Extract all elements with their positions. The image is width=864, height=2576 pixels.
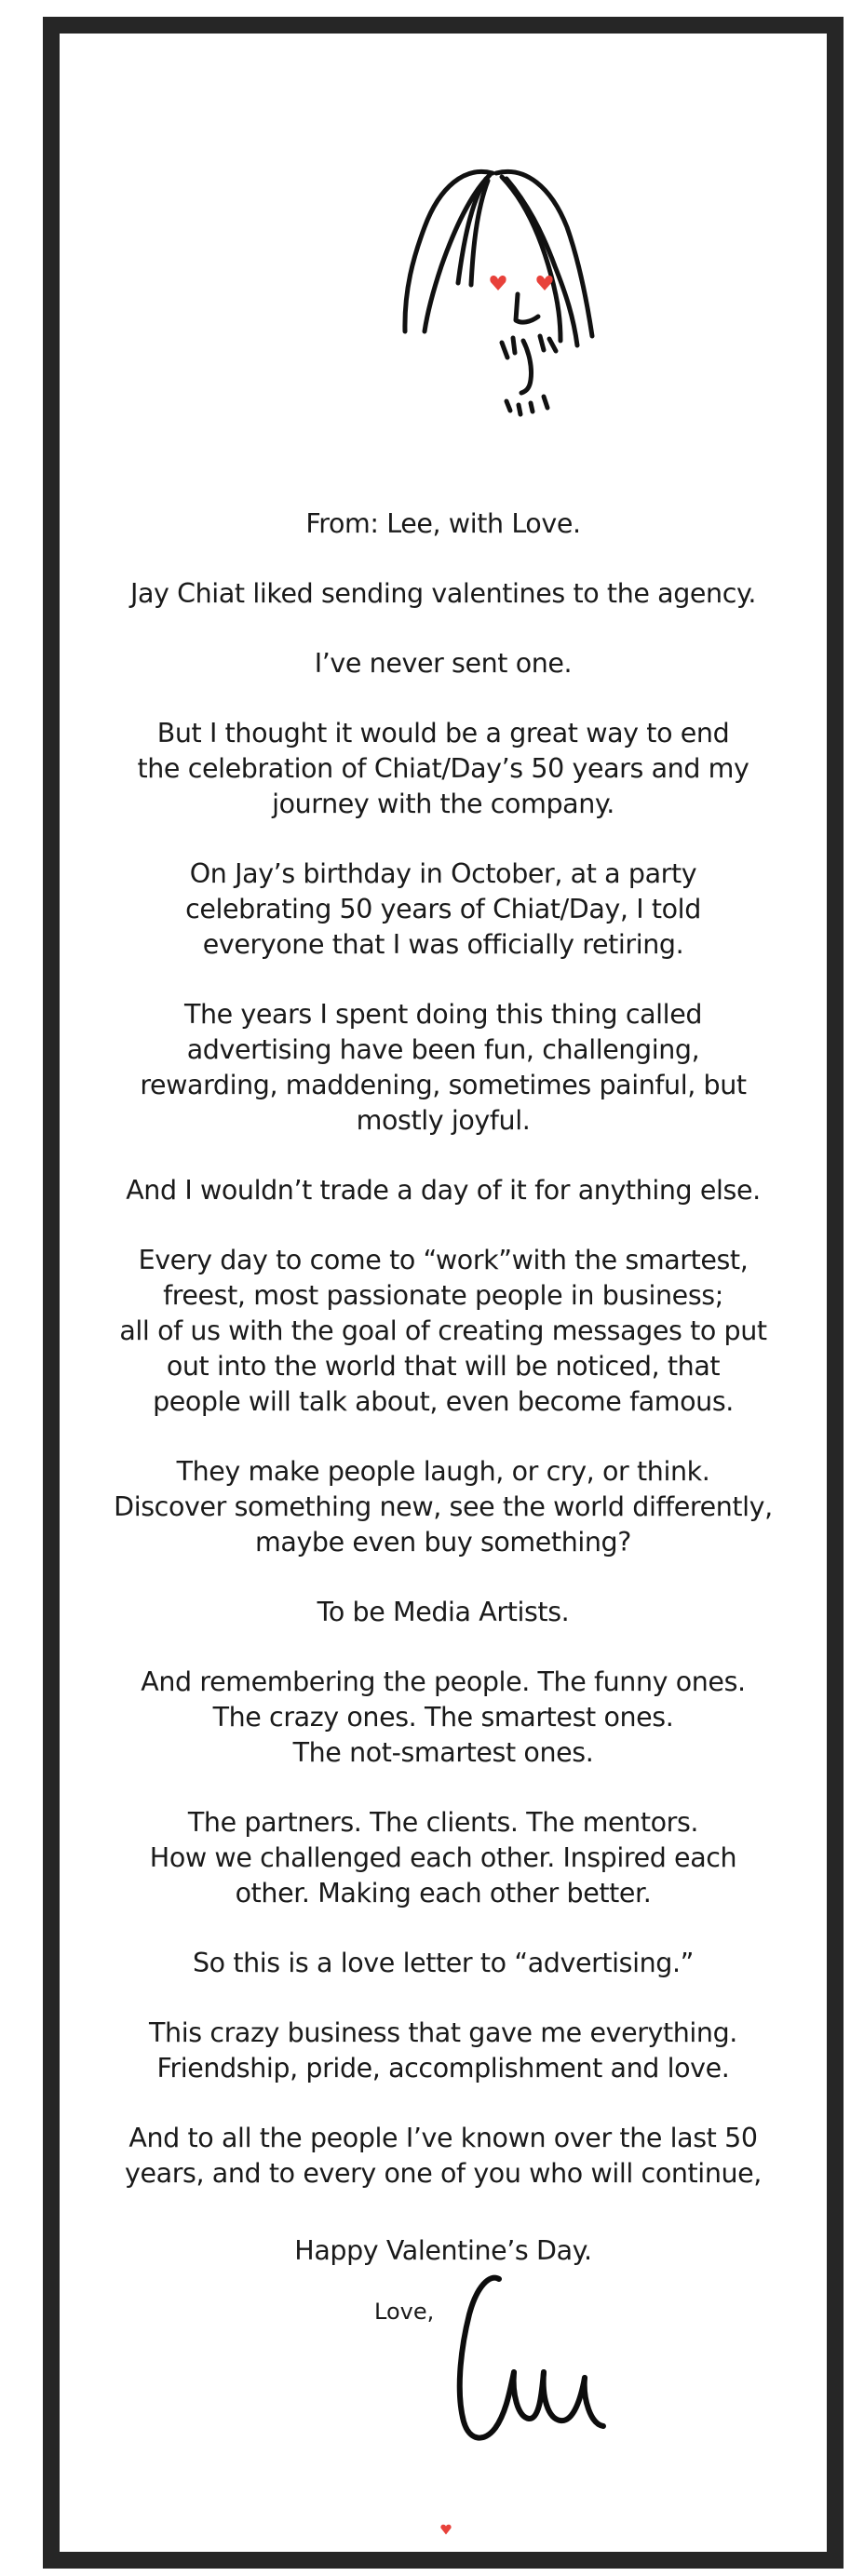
letter-paragraph: On Jay’s birthday in October, at a party celebrating 50 years of Chiat/Day, I told everyone that I was officially retiring.	[185, 858, 701, 960]
signoff-label: Love,	[374, 2299, 435, 2325]
letter-paragraph: To be Media Artists.	[317, 1597, 570, 1627]
letter-body	[60, 506, 827, 2226]
letter-paragraph: The partners. The clients. The mentors. How we challenged each other. Inspired each other. Making each other better.	[149, 1807, 737, 1908]
letter-paragraph: Every day to come to “work”with the smartest, freest, most passionate people in business; all of us with the goal of creating messages to put out into the world that will be noticed, that people will talk about, even become famous.	[119, 1245, 767, 1417]
heart-eyes-icon	[490, 276, 552, 290]
letter-paragraph: The years I spent doing this thing called advertising have been fun, challenging, rewarding, maddening, sometimes painful, but mostly joyful.	[140, 999, 747, 1136]
closing-line: Happy Valentine’s Day.	[294, 2235, 592, 2266]
lee-signature-icon	[432, 2268, 646, 2454]
letter-paragraph: They make people laugh, or cry, or think. Discover something new, see the world differently, maybe even buy something?	[114, 1456, 773, 1558]
letter-paragraph: And to all the people I’ve known over the last 50 years, and to every one of you who will continue,	[125, 2123, 762, 2189]
letter-paragraph: Jay Chiat liked sending valentines to the agency.	[129, 578, 757, 609]
from-line: From: Lee, with Love.	[305, 508, 581, 539]
letter-paragraph: This crazy business that gave me everything. Friendship, pride, accomplishment and love.	[149, 2017, 737, 2084]
letter-frame	[43, 17, 844, 2569]
letter-paragraph: I’ve never sent one.	[314, 648, 573, 679]
lee-face-drawing-icon	[376, 145, 618, 443]
letter-paragraph: So this is a love letter to “advertising.”	[192, 1948, 695, 1978]
letter-paragraph: But I thought it would be a great way to end the celebration of Chiat/Day’s 50 years and my journey with the company.	[137, 718, 749, 819]
letter-paragraph: And remembering the people. The funny ones. The crazy ones. The smartest ones. The not-smartest ones.	[141, 1666, 746, 1768]
letter-paragraph: And I wouldn’t trade a day of it for anything else.	[126, 1175, 761, 1206]
heart-icon	[439, 2523, 452, 2536]
